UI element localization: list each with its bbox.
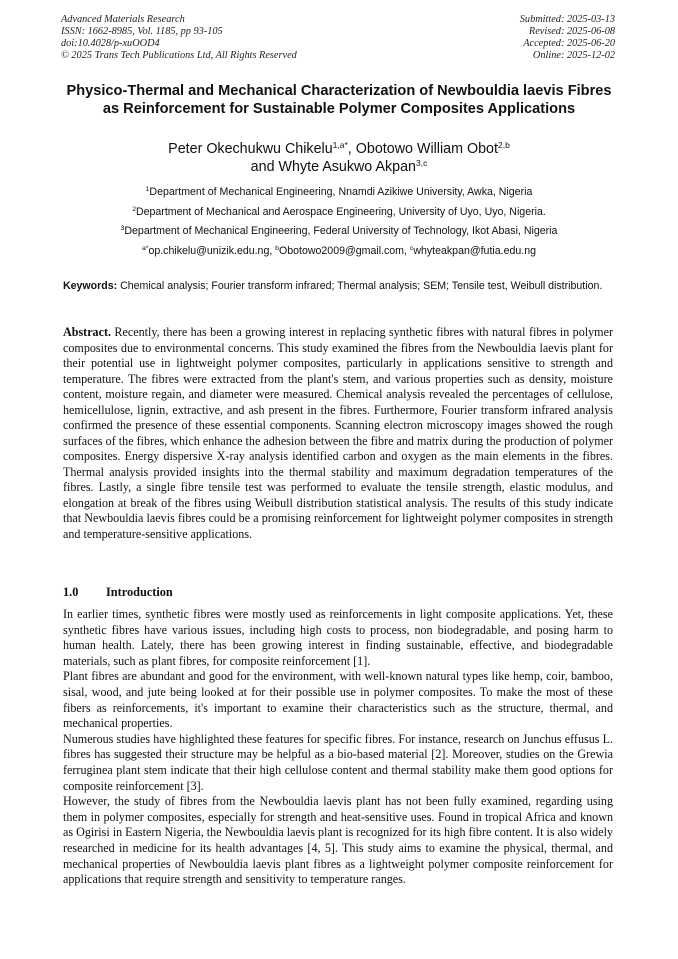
abstract-label: Abstract. — [63, 325, 112, 339]
paper-title: Physico-Thermal and Mechanical Characterization of Newbouldia laevis Fibres as Reinforcement for Sustainable Polymer Composites Applications — [66, 83, 612, 117]
paragraph: Numerous studies have highlighted these features for specific fibres. For instance, research on Junchus effusus L. fibres has suggested their structure may be helpful as a bio-based material [2]. Moreover, studies on the Grewia ferruginea plant stem indicate that their high cellulose content and thermal stability make them good options for composite reinforcement [3]. — [63, 731, 613, 793]
keywords-block — [63, 280, 612, 294]
affiliation-item — [60, 183, 618, 203]
email-superscript: a* — [142, 244, 149, 252]
keywords-text: Chemical analysis; Fourier transform infrared; Thermal analysis; SEM; Tensile test, Weibull distribution. — [117, 280, 603, 292]
doi[interactable]: doi:10.4028/p-xuOOD4 — [61, 38, 160, 49]
introduction-body — [63, 607, 613, 888]
email-list — [60, 242, 618, 262]
affiliation-item — [60, 222, 618, 242]
affiliations — [60, 183, 618, 261]
affiliation-text: Department of Mechanical Engineering, Nnamdi Azikiwe University, Awka, Nigeria — [149, 186, 533, 198]
author-name: Obotowo William Obot — [355, 141, 498, 157]
affiliation-item — [60, 203, 618, 223]
affiliation-superscript: 3 — [120, 225, 125, 232]
affiliation-text: Department of Mechanical and Aerospace Engineering, University of Uyo, Uyo, Nigeria. — [135, 205, 546, 218]
author-superscript: 2,b — [497, 140, 510, 150]
online-date: Online: 2025-12-02 — [532, 50, 615, 61]
paragraph: In earlier times, synthetic fibres were mostly used as reinforcements in light composite applications. Yet, these synthetic fibres have various issues, including high costs to process, non biodegradable, and posing harm to human health. Lately, there has been growing interest in finding sustainable, effective, and biodegradable materials, such as plant fibres, for composite reinforcement [1]. — [63, 607, 613, 668]
issn-volume: ISSN: 1662-8985, Vol. 1185, pp 93-105 — [61, 26, 223, 37]
publication-dates — [520, 14, 615, 62]
author-superscript: 3,c — [415, 158, 428, 168]
email-separator: , — [269, 244, 276, 257]
paragraph: However, the study of fibres from the Newbouldia laevis plant has not been fully examined, regarding using them in polymer composites, especially for strength and heat-sensitive uses. Found in tropical Africa and known as Ogirisi in Eastern Nigeria, the Newbouldia laevis plant is recognized for its high fibre content. It is also widely researched in medicine for its health advantages [4, 5]. This study aims to examine the physical, thermal, and mechanical properties of Newbouldia laevis plant fibres as a lightweight polymer composite reinforcement for applications that require strength and sensitivity to temperature ranges. — [63, 794, 613, 887]
email-separator: , — [404, 244, 410, 257]
journal-info — [61, 14, 297, 62]
abstract-text: Recently, there has been a growing interest in replacing synthetic fibres with natural fibres in polymer composites due to environmental concerns. This study examined the fibres from the Newbouldia laevis plant for their potential use in lightweight polymer composites, particularly in applications sensitive to strength and temperature. The fibres were extracted from the plant's stem, and various properties such as density, moisture content, moisture regain, and diameter were measured. Chemical analysis revealed the percentages of cellulose, hemicellulose, lignin, extractive, and ash present in the fibres. Furthermore, Fourier transform infrared analysis confirmed the presence of these essential components. Scanning electron microscopy images showed the rough surfaces of the fibres, which enhance the adhesion between the fibre and matrix during the production of polymer composites. Energy dispersive X-ray analysis identified carbon and oxygen as the main elements in the fibres. Thermal analysis provided insights into the thermal stability and maximum degradation temperatures of the fibres. Lastly, a single fibre tensile test was performed to evaluate the tensile strength, elastic modulus, and elongation at break of the fibres using Weibull distribution statistical analysis. The results of this study indicate that Newbouldia laevis fibres could be a promising reinforcement for lightweight polymer composites in strength and temperature-sensitive applications. — [63, 325, 613, 541]
email-link[interactable]: Obotowo2009@gmail.com — [279, 244, 405, 257]
author-superscript: 1,a* — [332, 140, 348, 150]
section-number: 1.0 — [63, 585, 79, 599]
email-link[interactable]: whyteakpan@futia.edu.ng — [413, 244, 536, 257]
paragraph: Plant fibres are abundant and good for the environment, with well-known natural types like hemp, coir, bamboo, sisal, wood, and jute being looked at for their possible use in polymer composites. To make the most of these fibers as reinforcements, it's important to examine their characteristics such as the structure, thermal, and mechanical properties. — [63, 669, 613, 731]
affiliation-superscript: 1 — [145, 186, 150, 193]
author-separator: , — [347, 141, 356, 157]
affiliation-superscript: 2 — [132, 205, 136, 213]
revised-date: Revised: 2025-06-08 — [528, 26, 615, 37]
copyright: © 2025 Trans Tech Publications Ltd, All Rights Reserved — [61, 50, 297, 61]
section-heading — [63, 585, 173, 600]
email-superscript: c — [409, 244, 414, 252]
author-name: Peter Okechukwu Chikelu — [168, 141, 333, 157]
affiliation-text: Department of Mechanical Engineering, Federal University of Technology, Ikot Abasi, Nigeria — [124, 225, 558, 237]
section-title: Introduction — [106, 585, 173, 599]
author-list — [60, 140, 618, 176]
author-name: and Whyte Asukwo Akpan — [250, 159, 416, 175]
journal-name: Advanced Materials Research — [61, 14, 185, 25]
accepted-date: Accepted: 2025-06-20 — [523, 38, 615, 49]
abstract-block — [63, 325, 613, 542]
submitted-date: Submitted: 2025-03-13 — [519, 14, 615, 25]
email-link[interactable]: op.chikelu@unizik.edu.ng — [148, 244, 270, 257]
keywords-label: Keywords: — [63, 280, 118, 292]
email-superscript: b — [275, 244, 280, 252]
